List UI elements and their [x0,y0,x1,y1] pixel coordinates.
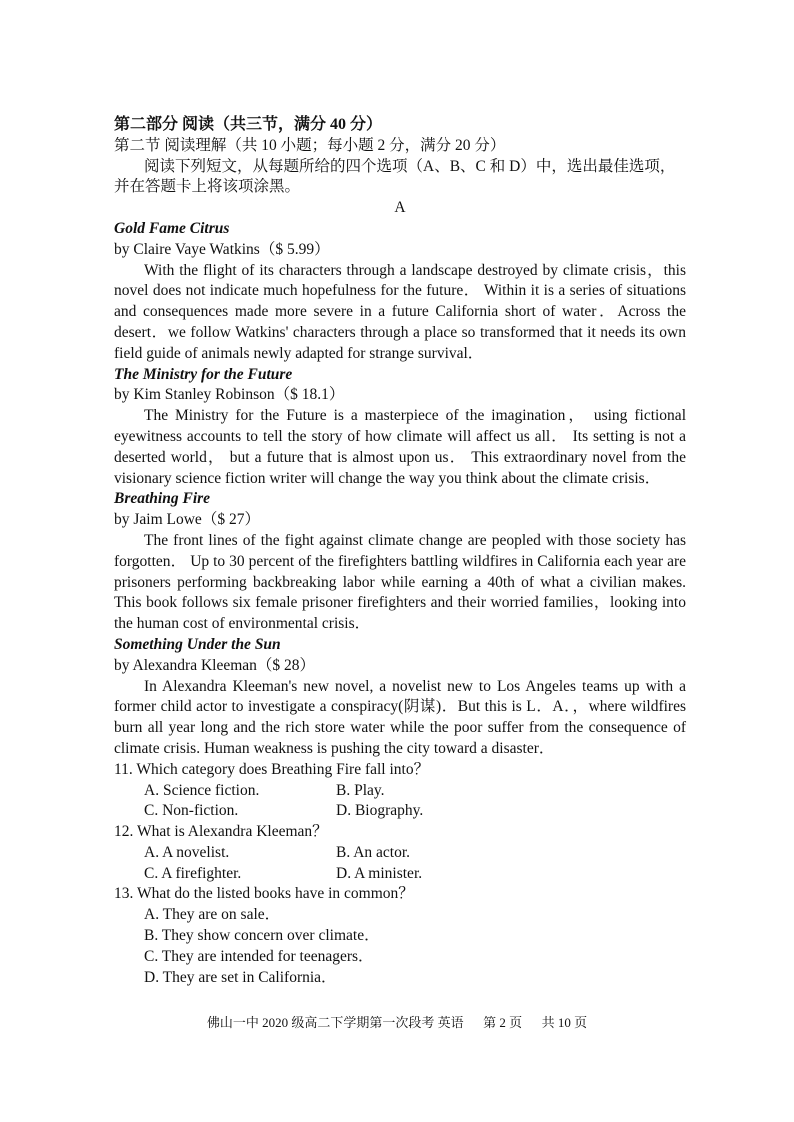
instructions-line2: 并在答题卡上将该项涂黑。 [114,178,301,196]
question-stem: 11. Which category does Breathing Fire fall into？ [114,760,430,778]
option-c[interactable]: C. A firefighter. [144,864,242,882]
page-footer: 佛山一中 2020 级高二下学期第一次段考 英语 第 2 页 共 10 页 [206,1015,588,1030]
option-b[interactable]: B. An actor. [336,843,411,861]
instructions-line1: 阅读下列短文，从每题所给的四个选项（A、B、C 和 D）中，选出最佳选项， [144,157,676,175]
part-title: 第二部分 阅读（共三节，满分 40 分） [114,116,383,133]
option-a[interactable]: A. They are on sale． [144,906,281,924]
passage-label: A [394,199,406,217]
option-d[interactable]: D. Biography. [336,802,424,820]
question [114,884,686,988]
book-entry [114,489,686,635]
book-title: Something Under the Sun [114,635,281,653]
option-b[interactable]: B. They show concern over climate． [144,927,380,945]
book-entry [114,219,686,365]
book-byline: by Kim Stanley Robinson（$ 18.1） [114,386,345,404]
book-byline: by Alexandra Kleeman（$ 28） [114,656,316,674]
option-b[interactable]: B. Play. [336,781,385,799]
book-entry [114,365,686,490]
book-description: The Ministry for the Future is a masterpiece of the imagination， using fictional eyewitness accounts to tell the story of how climate will affect us all． Its setting is not a deserted world， but a future that is almost upon us． This extraordinary novel from the visionary science fiction writer will change the way you think about the climate crisis． [114,407,686,487]
section-title: 第二节 阅读理解（共 10 小题；每小题 2 分，满分 20 分） [114,136,506,154]
book-description: With the flight of its characters through a landscape destroyed by climate crisis，this novel does not indicate much hopefulness for the future． Within it is a series of situations and consequences made more severe in a future California short of water．Across the desert．we follow Watkins' characters through a place so transformed that it needs its own field guide of animals newly adapted for strange survival． [114,261,686,362]
book-description: The front lines of the fight against climate change are peopled with those society has forgotten． Up to 30 percent of the firefighters battling wildfires in California each year are prisoners performing backbreaking labor while earning a 40th of what a civilian makes. This book follows six female prisoner firefighters and their worried families，looking into the human cost of environmental crisis． [114,531,686,633]
book-title: The Ministry for the Future [114,365,293,383]
option-c[interactable]: C. They are intended for teenagers． [144,947,374,965]
question [114,822,686,884]
option-d[interactable]: D. A minister. [336,864,423,882]
question-stem: 13. What do the listed books have in common？ [114,885,414,903]
question-options [114,905,686,988]
option-a[interactable]: A. Science fiction. [144,781,260,799]
book-title: Gold Fame Citrus [114,219,230,237]
book-description: In Alexandra Kleeman's new novel, a novelist new to Los Angeles teams up with a former child actor to investigate a conspiracy(阴谋)．But this is L．A．，where wildfires burn all year long and the rich store water while the poor suffer from the consequence of climate crisis. Human weakness is pushing the city toward a disaster． [114,677,686,757]
book-title: Breathing Fire [114,490,211,508]
question [114,760,686,822]
book-entry [114,635,686,760]
book-byline: by Claire Vaye Watkins（$ 5.99） [114,240,330,258]
option-a[interactable]: A. A novelist. [144,843,230,861]
option-c[interactable]: C. Non-fiction. [144,802,239,820]
question-stem: 12. What is Alexandra Kleeman？ [114,823,328,841]
book-byline: by Jaim Lowe（$ 27） [114,511,260,529]
question-options [114,843,686,885]
option-d[interactable]: D. They are set in California． [144,968,337,986]
exam-page [114,115,686,988]
question-options [114,781,686,823]
